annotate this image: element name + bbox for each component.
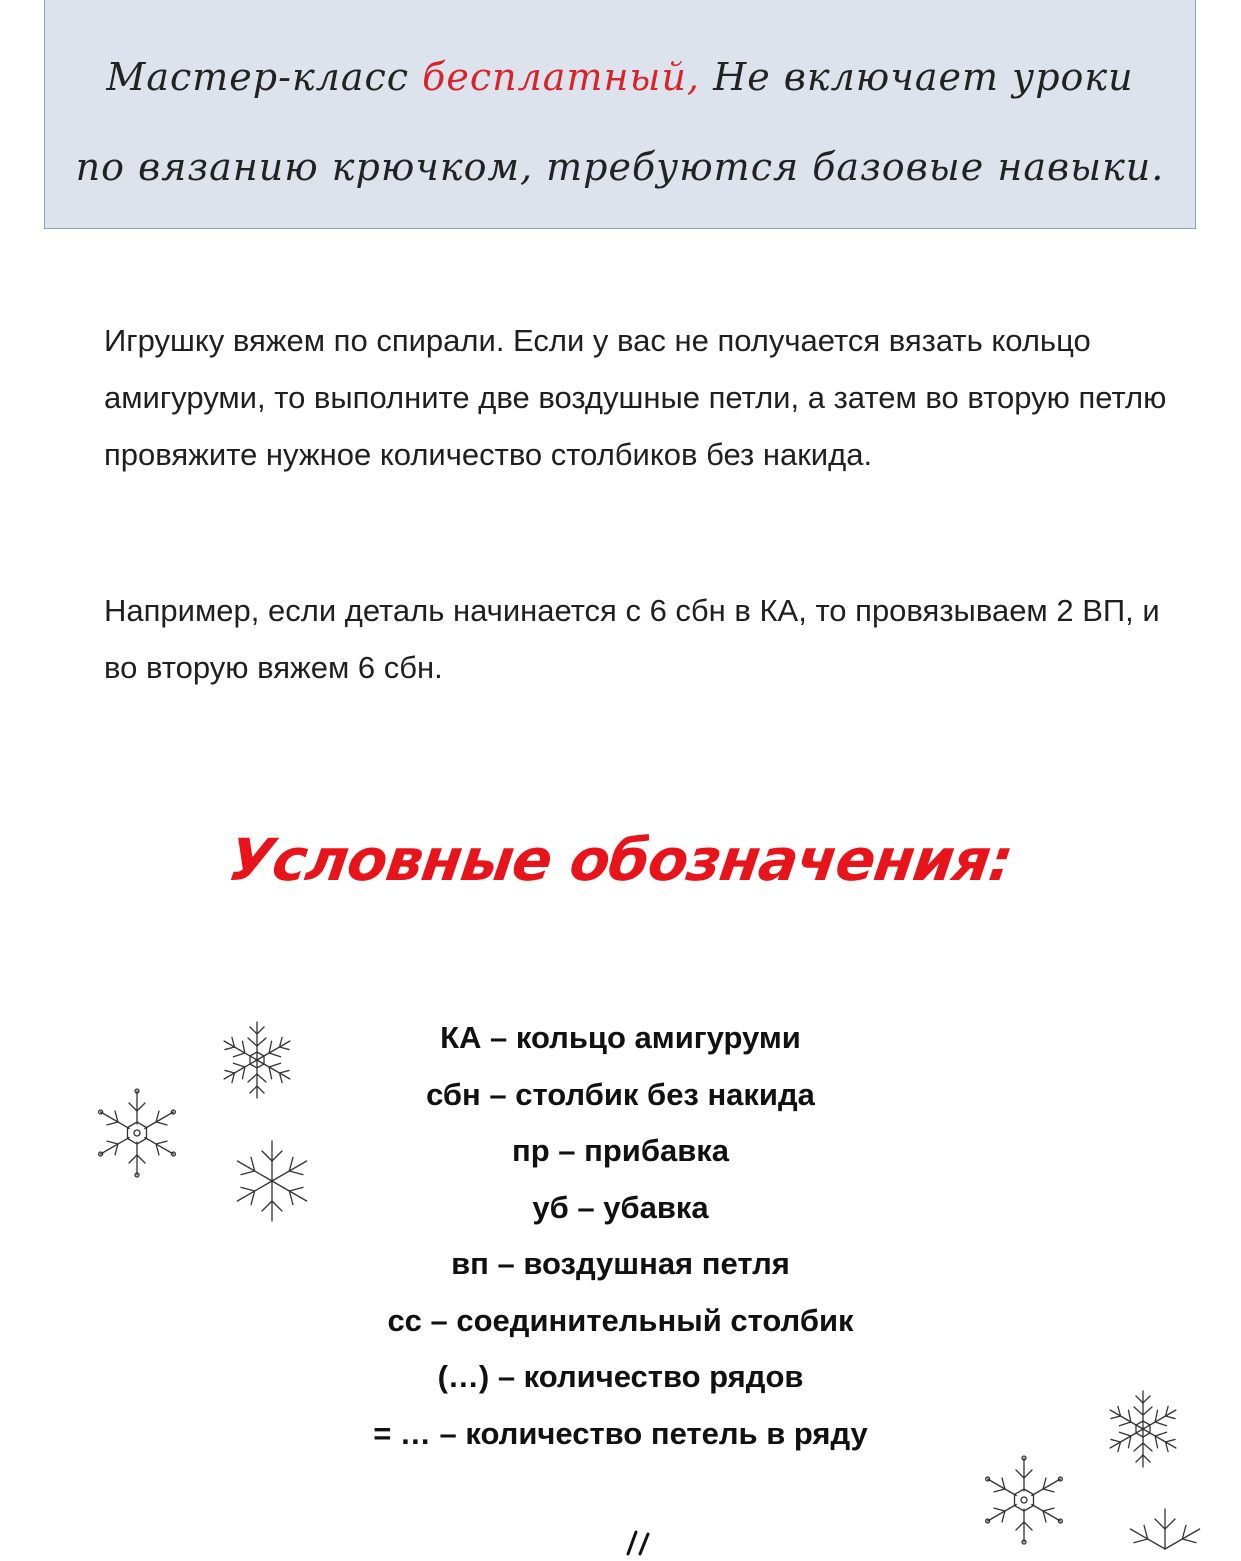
notice-text-start: Мастер-класс	[106, 55, 423, 99]
snowflake-icon	[976, 1452, 1072, 1548]
legend-item: пр – прибавка	[511, 1133, 730, 1168]
notice-text-end: Не включает уроки	[700, 55, 1134, 99]
snowflake-icon	[1120, 1506, 1210, 1551]
legend-item: КА – кольцо амигуруми	[440, 1020, 801, 1055]
decorative-stroke	[620, 1526, 660, 1556]
snowflake-icon	[215, 1018, 299, 1102]
intro-paragraph-2: Например, если деталь начинается с 6 сбн в КА, то провязываем 2 ВП, и во вторую вяжем 6 сбн.	[104, 593, 1160, 685]
legend-item: = … – количество петель в ряду	[373, 1415, 868, 1451]
notice-line-1	[45, 55, 1195, 99]
legend-title: Условные обозначения:	[224, 826, 1017, 894]
snowflake-icon	[90, 1086, 184, 1180]
legend-item: вп – воздушная петля	[451, 1246, 790, 1281]
notice-free-highlight: бесплатный,	[422, 55, 701, 99]
legend-item: (…) – количество рядов	[437, 1359, 804, 1394]
intro-paragraph-1: Игрушку вяжем по спирали. Если у вас не получается вязать кольцо амигуруми, то выполните две воздушные петли, а затем во вторую петлю провяжите нужное количество столбиков без накида.	[104, 323, 1167, 472]
notice-box	[44, 0, 1196, 229]
legend-list	[0, 1010, 1241, 1462]
legend-item: уб – убавка	[532, 1189, 709, 1225]
legend-item: сс – соединительный столбик	[387, 1302, 854, 1338]
snowflake-icon	[1100, 1386, 1186, 1472]
snowflake-icon	[226, 1138, 318, 1224]
notice-line-2: по вязанию крючком, требуются базовые навыки.	[75, 145, 1165, 189]
legend-item: сбн – столбик без накида	[426, 1076, 815, 1112]
